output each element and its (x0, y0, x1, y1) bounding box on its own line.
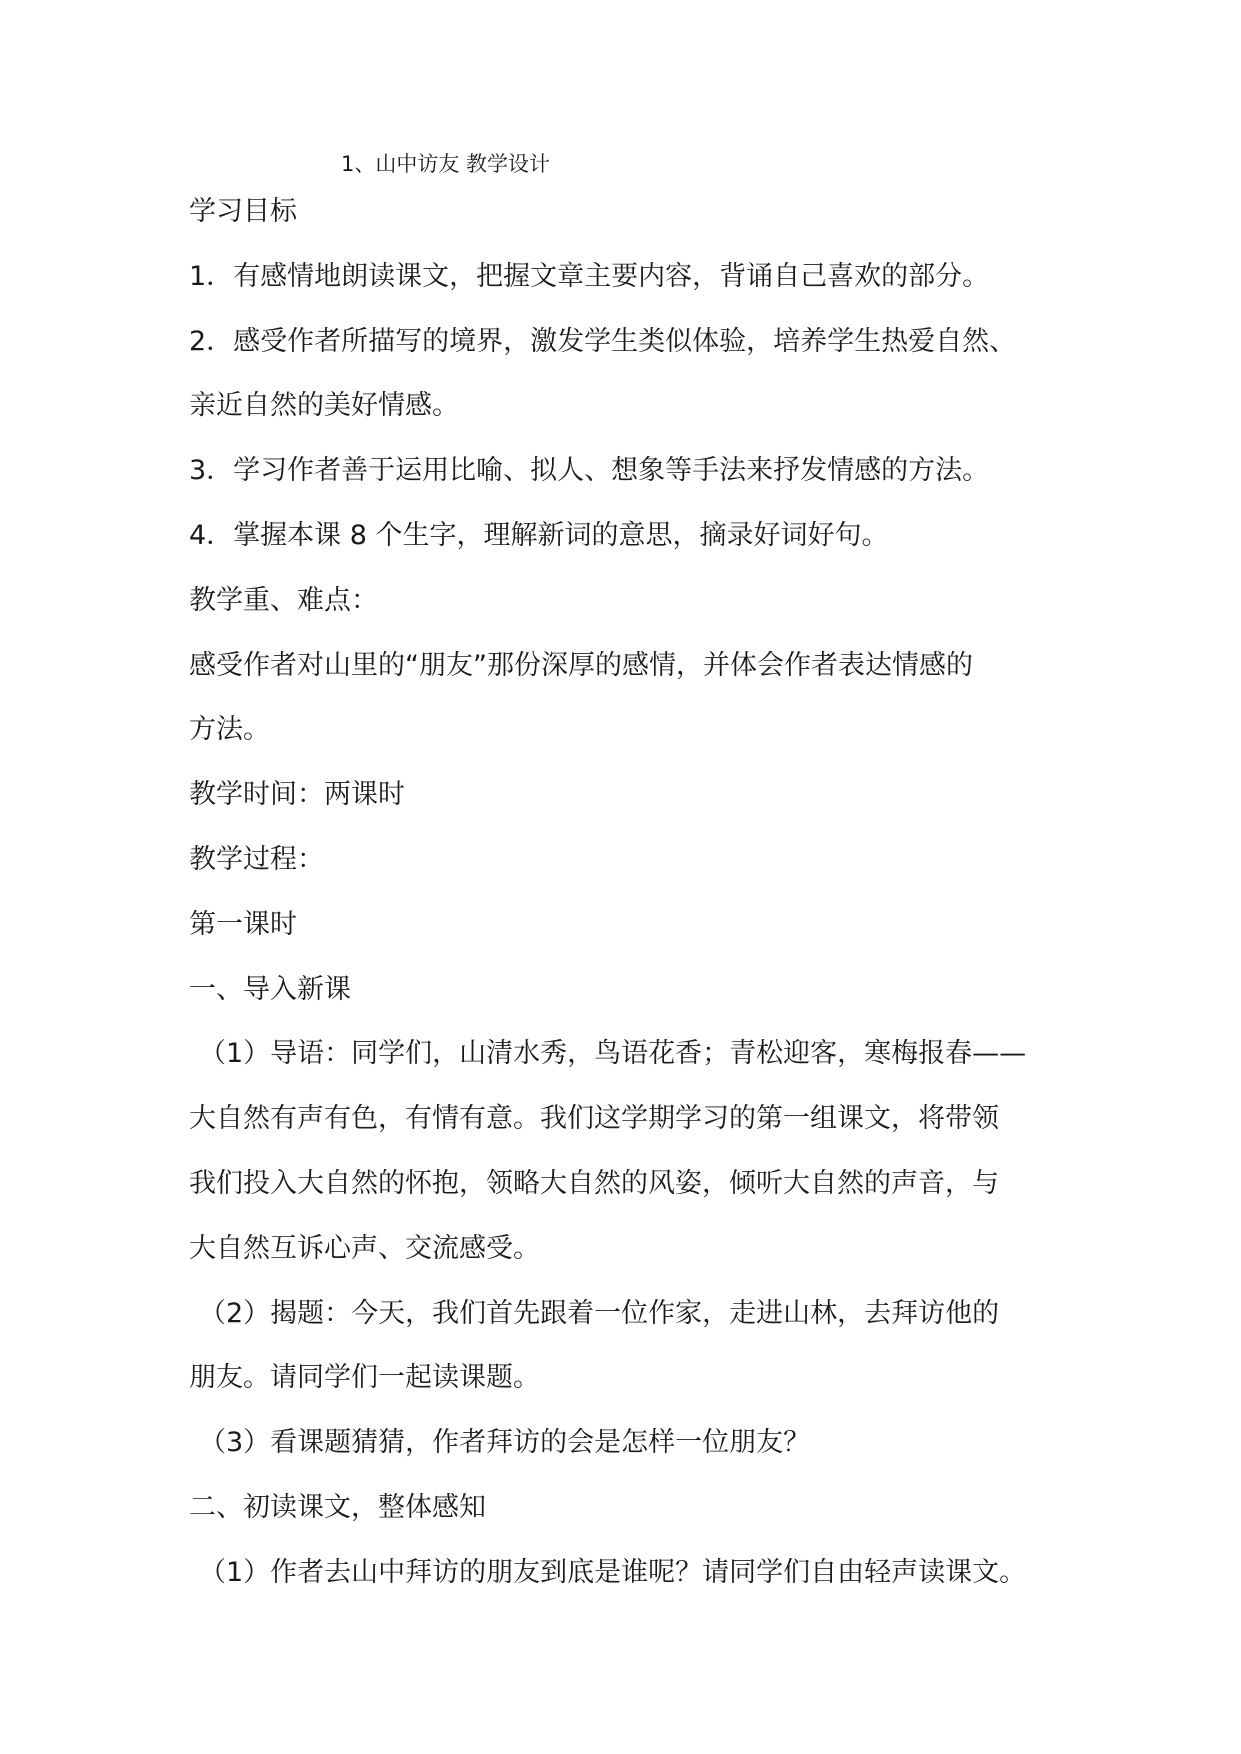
intro-step-3: （3）看课题猜猜，作者拜访的会是怎样一位朋友？ (199, 1427, 811, 1459)
heading-first-lesson: 第一课时 (189, 908, 297, 940)
document-title: 1、山中访友 教学设计 (341, 152, 551, 176)
goal-item-2: 2．感受作者所描写的境界，激发学生类似体验，培养学生热爱自然、 (189, 325, 1017, 357)
goal-item-3: 3．学习作者善于运用比喻、拟人、想象等手法来抒发情感的方法。 (189, 455, 990, 487)
heading-key-points: 教学重、难点： (189, 584, 378, 616)
heading-teaching-process: 教学过程： (189, 843, 324, 875)
heading-learning-goals: 学习目标 (189, 196, 297, 227)
intro-step-1: （1）导语：同学们，山清水秀，鸟语花香；青松迎客，寒梅报春—— (199, 1038, 1027, 1070)
intro-step-1-cont-2: 我们投入大自然的怀抱，领略大自然的风姿，倾听大自然的声音，与 (189, 1167, 999, 1199)
section-intro: 一、导入新课 (189, 973, 351, 1005)
document-body (189, 190, 1089, 1616)
key-points-text-cont: 方法。 (189, 714, 270, 746)
intro-step-1-cont-1: 大自然有声有色，有情有意。我们这学期学习的第一组课文，将带领 (189, 1103, 999, 1135)
section-first-reading: 二、初读课文，整体感知 (189, 1491, 486, 1523)
intro-step-2-cont: 朋友。请同学们一起读课题。 (189, 1362, 540, 1394)
key-points-text: 感受作者对山里的“朋友”那份深厚的感情，并体会作者表达情感的 (189, 649, 973, 681)
teaching-time: 教学时间：两课时 (189, 779, 405, 811)
goal-item-1: 1．有感情地朗读课文，把握文章主要内容，背诵自己喜欢的部分。 (189, 260, 990, 292)
intro-step-2: （2）揭题：今天，我们首先跟着一位作家，走进山林，去拜访他的 (199, 1297, 1000, 1329)
reading-step-1: （1）作者去山中拜访的朋友到底是谁呢？请同学们自由轻声读课文。 (199, 1556, 1027, 1588)
goal-item-4: 4．掌握本课 8 个生字，理解新词的意思，摘录好词好句。 (189, 519, 889, 551)
goal-item-2-cont: 亲近自然的美好情感。 (189, 390, 459, 422)
intro-step-1-cont-3: 大自然互诉心声、交流感受。 (189, 1232, 540, 1264)
